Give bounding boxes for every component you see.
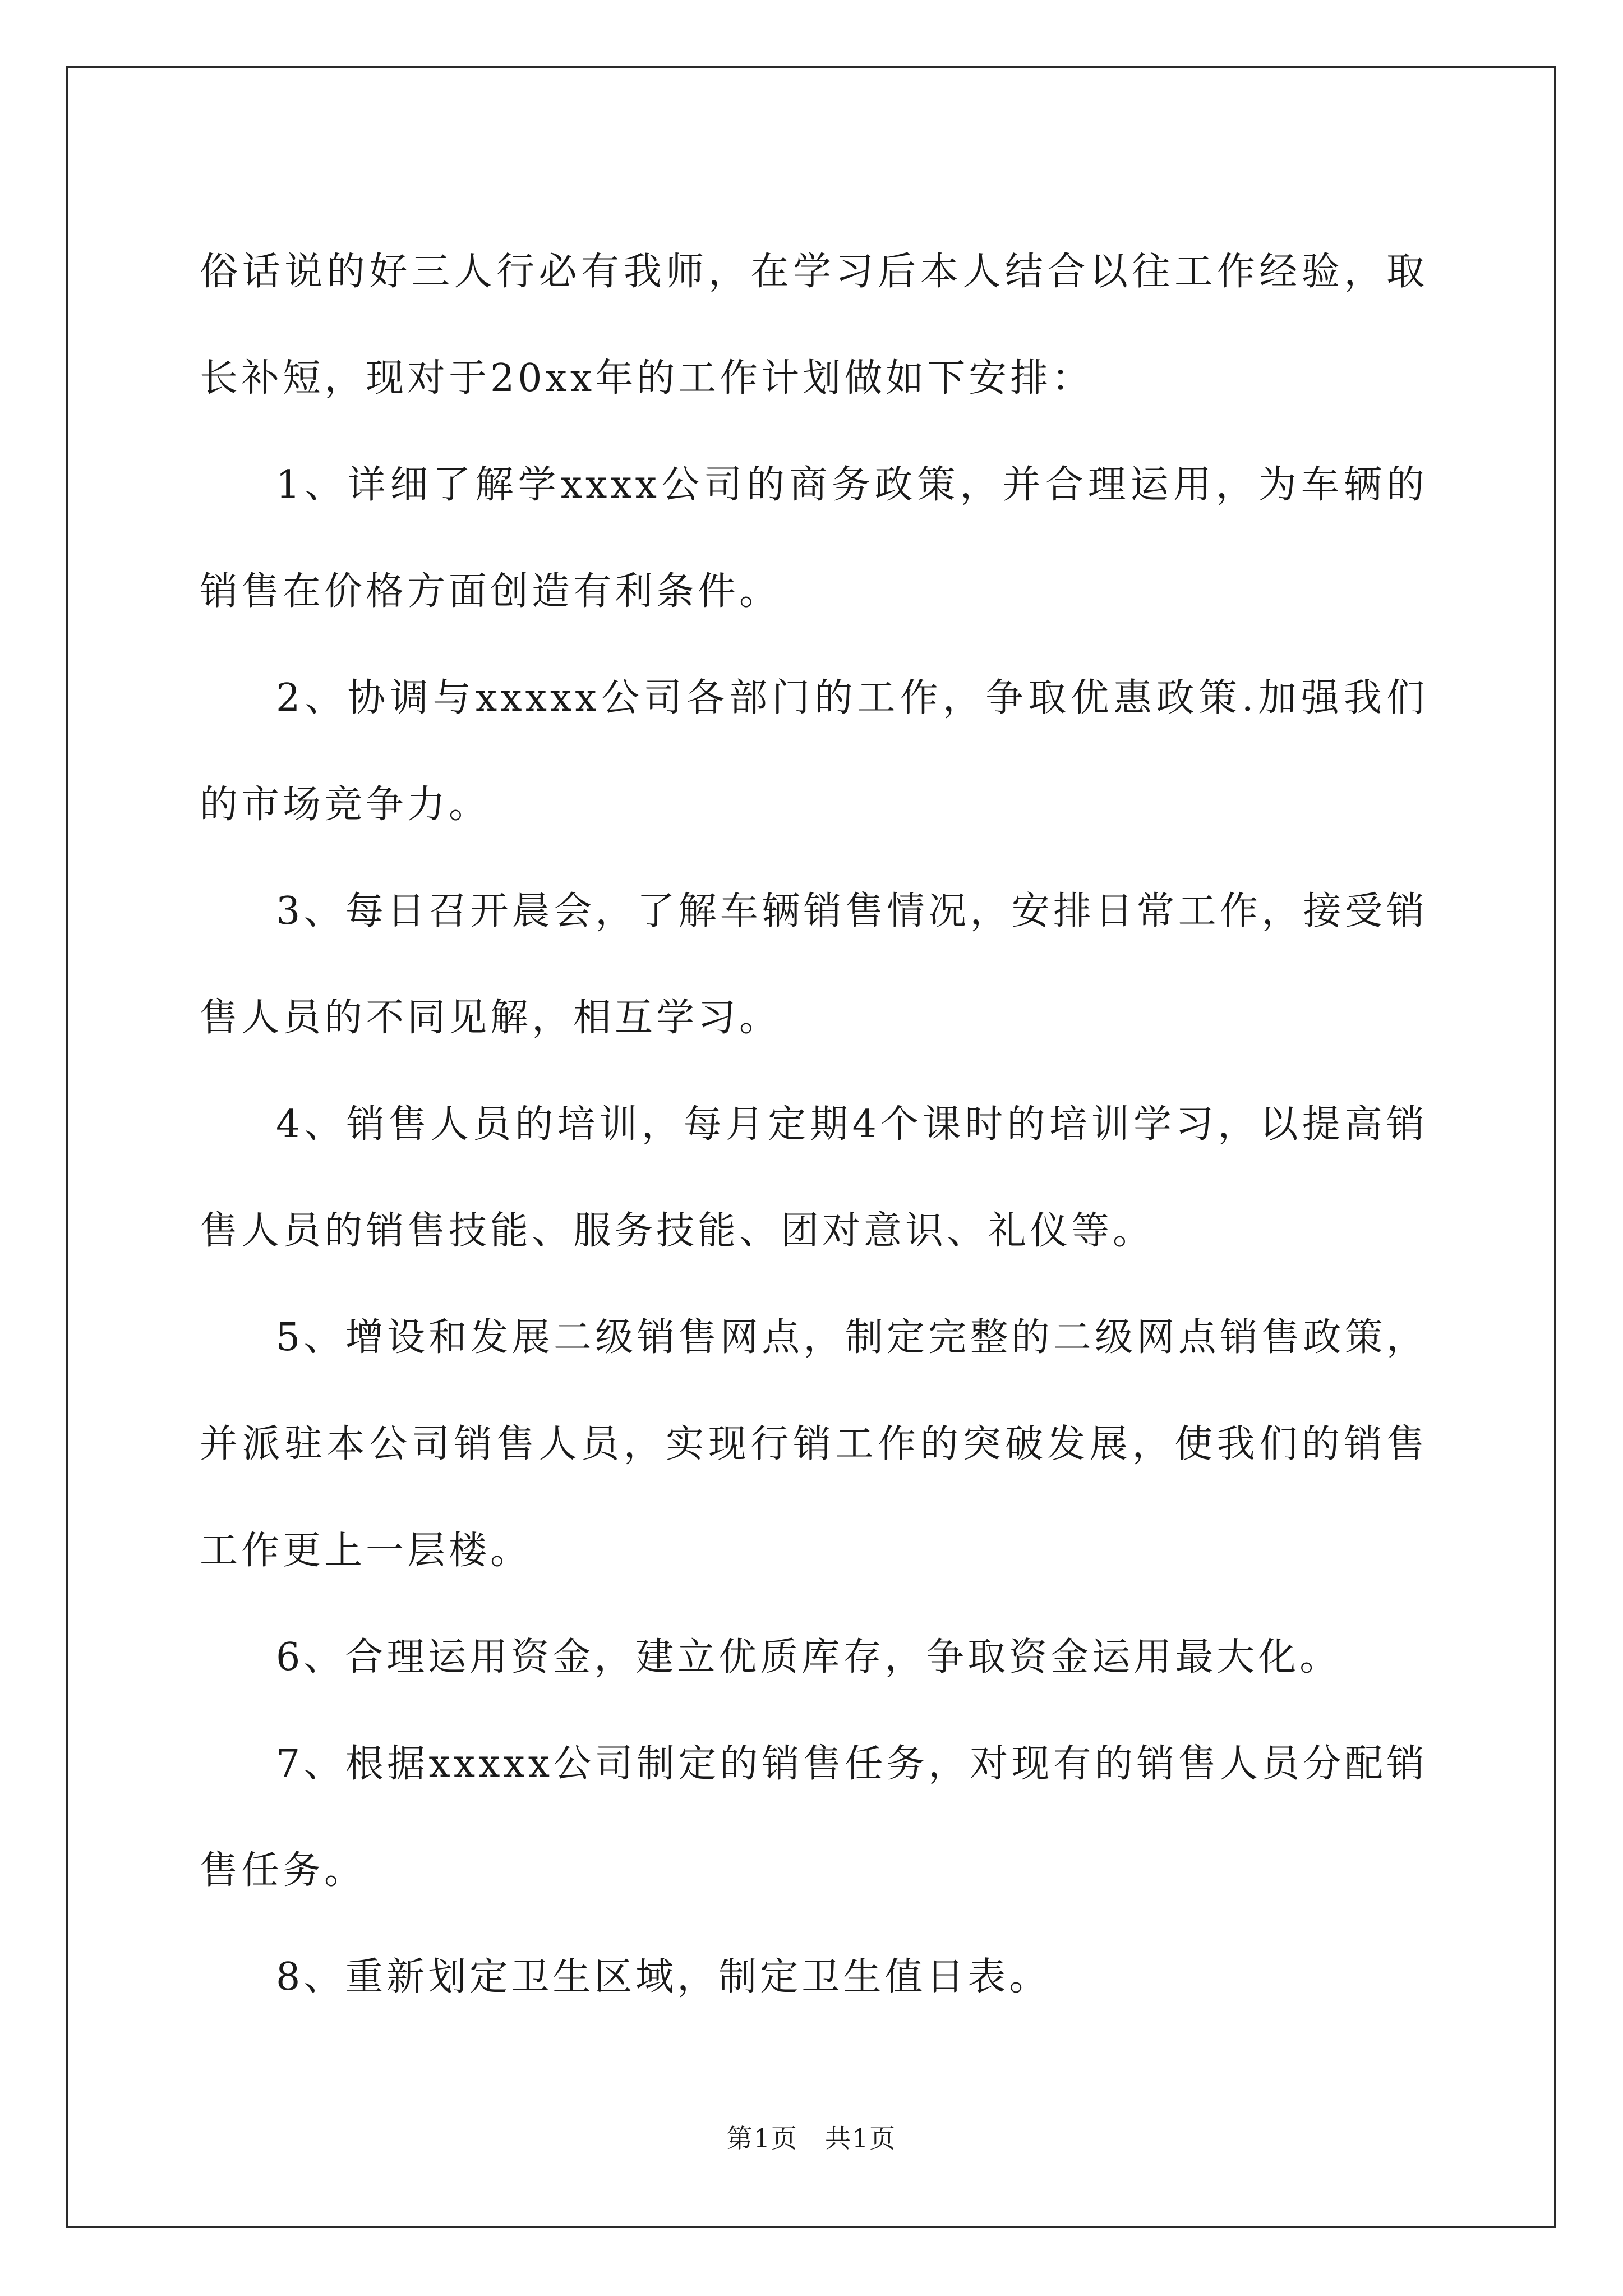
paragraph-item-5: 5、增设和发展二级销售网点，制定完整的二级网点销售政策，并派驻本公司销售人员，实现行销工作的突破发展，使我们的销售工作更上一层楼。 (200, 1315, 1428, 1573)
paragraph-item-3: 3、每日召开晨会，了解车辆销售情况，安排日常工作，接受销售人员的不同见解，相互学习。 (200, 889, 1428, 1040)
paragraph-item-2: 2、协调与xxxxx公司各部门的工作，争取优惠政策.加强我们的市场竞争力。 (200, 676, 1428, 827)
paragraph-item-6: 6、合理运用资金，建立优质库存，争取资金运用最大化。 (276, 1635, 1341, 1680)
page-footer (0, 2122, 1623, 2155)
page-number: 第1页 (726, 2123, 798, 2154)
paragraph-item-8: 8、重新划定卫生区域，制定卫生值日表。 (276, 1955, 1051, 1999)
document-body (200, 219, 1428, 2031)
paragraph-intro: 俗话说的好三人行必有我师，在学习后本人结合以往工作经验，取长补短，现对于20xx年的工作计划做如下安排： (200, 250, 1428, 401)
paragraph-item-4: 4、销售人员的培训，每月定期4个课时的培训学习，以提高销售人员的销售技能、服务技能、团对意识、礼仪等。 (200, 1102, 1428, 1253)
page-total: 共1页 (825, 2123, 897, 2154)
paragraph-item-1: 1、详细了解学xxxx公司的商务政策，并合理运用，为车辆的销售在价格方面创造有利条件。 (200, 463, 1428, 614)
paragraph-item-7: 7、根据xxxxx公司制定的销售任务，对现有的销售人员分配销售任务。 (200, 1742, 1428, 1893)
